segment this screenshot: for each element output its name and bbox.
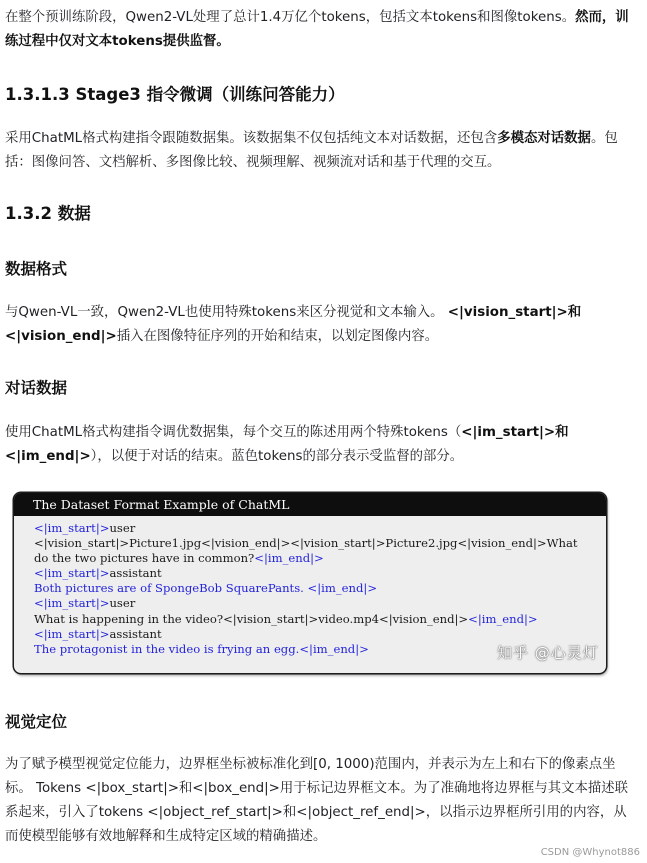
im-start-token: <|im_start|> bbox=[34, 626, 110, 641]
role-assistant: assistant bbox=[109, 566, 162, 581]
im-end-token: <|im_end|> bbox=[299, 641, 369, 656]
figure-body bbox=[14, 516, 606, 657]
pretraining-text: 在整个预训练阶段，Qwen2-VL处理了总计1.4万亿个tokens，包括文本tokens和图像tokens。 bbox=[5, 10, 576, 25]
figure-line bbox=[34, 581, 596, 596]
multimodal-dialog-term: 多模态对话数据 bbox=[497, 131, 591, 146]
data-format-heading: 数据格式 bbox=[5, 260, 68, 278]
conjunction: 和 bbox=[555, 425, 569, 440]
assistant-reply: The protagonist in the video is frying an egg. bbox=[34, 641, 300, 656]
dialog-data-paragraph bbox=[5, 421, 635, 469]
role-user: user bbox=[109, 521, 136, 535]
data-format-text: 与Qwen-VL一致，Qwen2-VL也使用特殊tokens来区分视觉和文本输入。 bbox=[5, 305, 444, 320]
figure-line bbox=[34, 612, 596, 627]
figure-line bbox=[34, 566, 596, 581]
data-heading: 1.3.2 数据 bbox=[5, 204, 91, 223]
figure-line bbox=[34, 521, 596, 536]
assistant-reply: Both pictures are of SpongeBob SquarePants. bbox=[34, 581, 304, 596]
data-format-paragraph bbox=[5, 301, 635, 349]
figure-line bbox=[34, 627, 596, 642]
dialog-data-heading: 对话数据 bbox=[5, 379, 68, 397]
role-user: user bbox=[109, 596, 136, 611]
figure-title: The Dataset Format Example of ChatML bbox=[14, 493, 606, 516]
im-start-token: <|im_start|> bbox=[34, 566, 110, 581]
im-start-token: <|im_start|> bbox=[34, 521, 110, 535]
vision-start-token: <|vision_start|> bbox=[447, 305, 568, 320]
dialog-data-text-tail: ），以便于对话的结束。蓝色tokens的部分表示受监督的部分。 bbox=[90, 449, 464, 464]
conjunction: 和 bbox=[567, 305, 582, 320]
role-assistant: assistant bbox=[109, 626, 162, 641]
im-end-token: <|im_end|> bbox=[5, 449, 91, 464]
pretraining-paragraph bbox=[5, 6, 635, 54]
user-message: <|vision_start|>Picture1.jpg<|vision_end|><|vision_start|>Picture2.jpg<|vision_end|>What do the two pictures have in common? bbox=[34, 536, 578, 566]
chatml-text-tail: 。包括：图像问答、文档解析、多图像比较、视频理解、视频流对话和基于代理的交互。 bbox=[5, 131, 618, 170]
im-start-token: <|im_start|> bbox=[461, 425, 556, 440]
visual-grounding-paragraph: 为了赋予模型视觉定位能力，边界框坐标被标准化到[0, 1000)范围内，并表示为左上和右下的像素点坐标。 Tokens <|box_start|>和<|box_end|>用于标记边界框文本。为了准确地将边界框与其文本描述联系起来，引入了tokens <|object_ref_start|>和<|object_ref_end|>，以指示边界框所引用的内容，从而使模型能够有效地解释和生成特定区域的精确描述。 bbox=[5, 757, 629, 844]
chatml-paragraph bbox=[5, 127, 635, 175]
csdn-watermark: CSDN @Whynot886 bbox=[540, 847, 640, 858]
supervision-note: 然而，训练过程中仅对文本tokens提供监督。 bbox=[5, 10, 629, 49]
dialog-data-text: 使用ChatML格式构建指令调优数据集，每个交互的陈述用两个特殊tokens（ bbox=[5, 425, 462, 440]
visual-grounding-heading: 视觉定位 bbox=[5, 713, 68, 731]
figure-line bbox=[34, 596, 596, 611]
chatml-text: 采用ChatML格式构建指令跟随数据集。该数据集不仅包括纯文本对话数据，还包含 bbox=[5, 131, 498, 146]
im-end-token: <|im_end|> bbox=[468, 611, 538, 626]
figure-line bbox=[34, 536, 594, 566]
im-start-token: <|im_start|> bbox=[34, 596, 110, 611]
im-end-token: <|im_end|> bbox=[254, 551, 324, 566]
stage3-heading: 1.3.1.3 Stage3 指令微调（训练问答能力） bbox=[5, 85, 345, 104]
vision-end-token: <|vision_end|> bbox=[5, 329, 117, 344]
data-format-text-tail: 插入在图像特征序列的开始和结束，以划定图像内容。 bbox=[116, 329, 439, 344]
im-end-token: <|im_end|> bbox=[307, 581, 378, 596]
zhihu-watermark: 知乎 @心灵灯 bbox=[497, 644, 599, 662]
user-message: What is happening in the video?<|vision_start|>video.mp4<|vision_end|> bbox=[34, 611, 469, 626]
